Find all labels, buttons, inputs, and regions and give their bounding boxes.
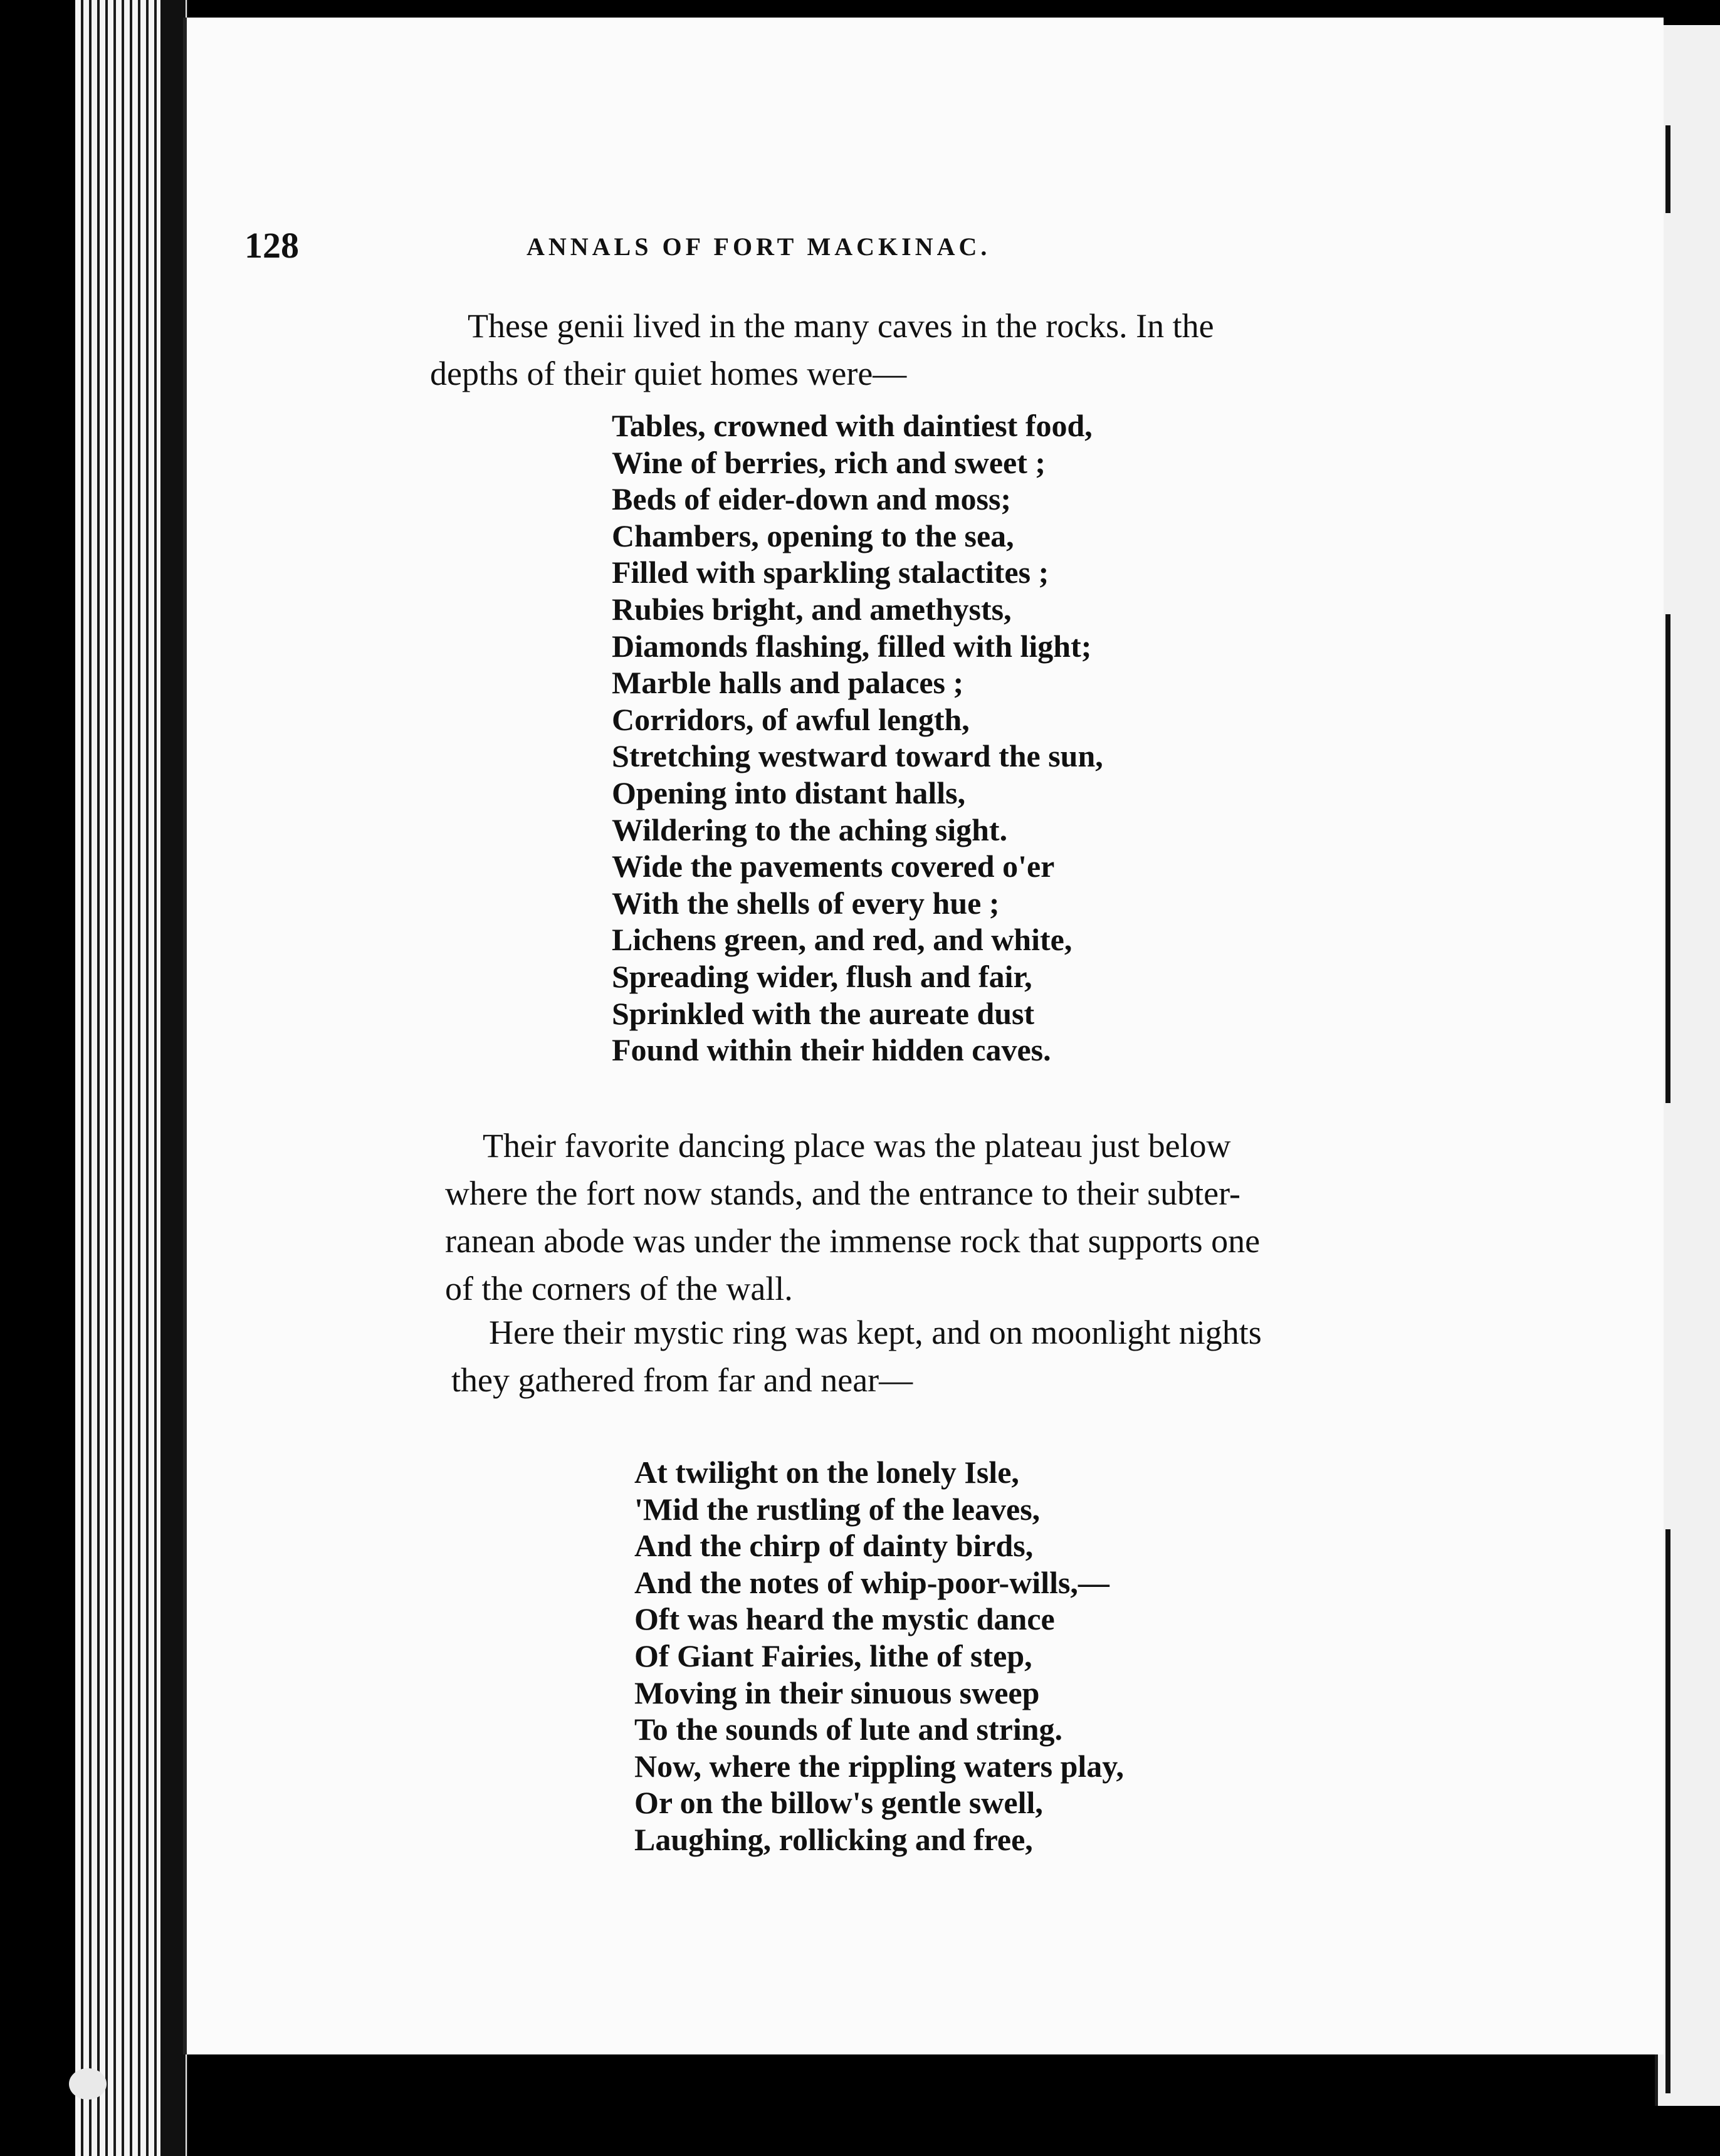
verse-line: Or on the billow's gentle swell,	[634, 1785, 1043, 1821]
verse-line: Moving in their sinuous sweep	[634, 1675, 1040, 1710]
text-line: These genii lived in the many caves in the rocks. In the	[468, 307, 1214, 345]
verse-line: Marble halls and palaces ;	[612, 665, 964, 701]
page-header	[244, 224, 1222, 268]
verse-line: And the notes of whip-poor-wills,—	[634, 1564, 1109, 1600]
page-edge-mark	[1665, 1529, 1670, 2093]
verse-line: Of Giant Fairies, lithe of step,	[634, 1638, 1032, 1673]
verse-line: Found within their hidden caves.	[612, 1032, 1051, 1068]
verse-line: 'Mid the rustling of the leaves,	[634, 1491, 1041, 1527]
text-line: they gathered from far and near—	[451, 1361, 913, 1399]
page-edge-mark	[1665, 614, 1670, 1103]
verse-line: Filled with sparkling stalactites ;	[612, 555, 1049, 590]
verse-line: Opening into distant halls,	[612, 775, 966, 810]
verse-line: Spreading wider, flush and fair,	[612, 958, 1032, 994]
verse-line: At twilight on the lonely Isle,	[634, 1455, 1019, 1490]
verse-line: Wide the pavements covered o'er	[612, 849, 1055, 884]
verse-stanza-two	[634, 1454, 1124, 1858]
text-line: depths of their quiet homes were—	[430, 355, 907, 392]
facing-page-edge	[1655, 25, 1720, 2106]
paper-blemish	[69, 2068, 107, 2100]
text-line: Their favorite dancing place was the plateau just below	[483, 1127, 1231, 1164]
verse-line: Corridors, of awful length,	[612, 701, 970, 737]
page-number: 128	[244, 225, 299, 266]
verse-line: Now, where the rippling waters play,	[634, 1748, 1125, 1784]
verse-line: Rubies bright, and amethysts,	[612, 591, 1012, 627]
verse-line: Tables, crowned with daintiest food,	[612, 408, 1093, 443]
text-line: Here their mystic ring was kept, and on moonlight nights	[489, 1314, 1262, 1351]
verse-line: Wine of berries, rich and sweet ;	[612, 444, 1046, 480]
text-line: where the fort now stands, and the entrance to their subter-	[445, 1175, 1240, 1212]
intro-paragraph	[430, 302, 1483, 397]
page-edge-mark	[1665, 125, 1670, 213]
verse-line: To the sounds of lute and string.	[634, 1712, 1063, 1747]
verse-line: Wildering to the aching sight.	[612, 812, 1008, 847]
dancing-place-paragraph	[445, 1122, 1511, 1312]
verse-stanza-one	[612, 407, 1103, 1069]
mystic-ring-paragraph	[451, 1309, 1517, 1404]
verse-line: Lichens green, and red, and white,	[612, 922, 1072, 958]
verse-line: Beds of eider-down and moss;	[612, 481, 1012, 517]
text-line: of the corners of the wall.	[445, 1270, 793, 1307]
verse-line: Diamonds flashing, filled with light;	[612, 628, 1092, 664]
verse-line: Chambers, opening to the sea,	[612, 518, 1014, 553]
page-gutter-shadow	[160, 0, 186, 2156]
verse-line: And the chirp of dainty birds,	[634, 1528, 1034, 1564]
running-head: ANNALS OF FORT MACKINAC.	[527, 233, 991, 261]
verse-line: Laughing, rollicking and free,	[634, 1821, 1033, 1857]
verse-line: Stretching westward toward the sun,	[612, 738, 1103, 774]
verse-line: Oft was heard the mystic dance	[634, 1601, 1055, 1637]
verse-line: Sprinkled with the aureate dust	[612, 995, 1035, 1031]
text-line: ranean abode was under the immense rock that supports one	[445, 1222, 1261, 1260]
verse-line: With the shells of every hue ;	[612, 885, 1000, 921]
